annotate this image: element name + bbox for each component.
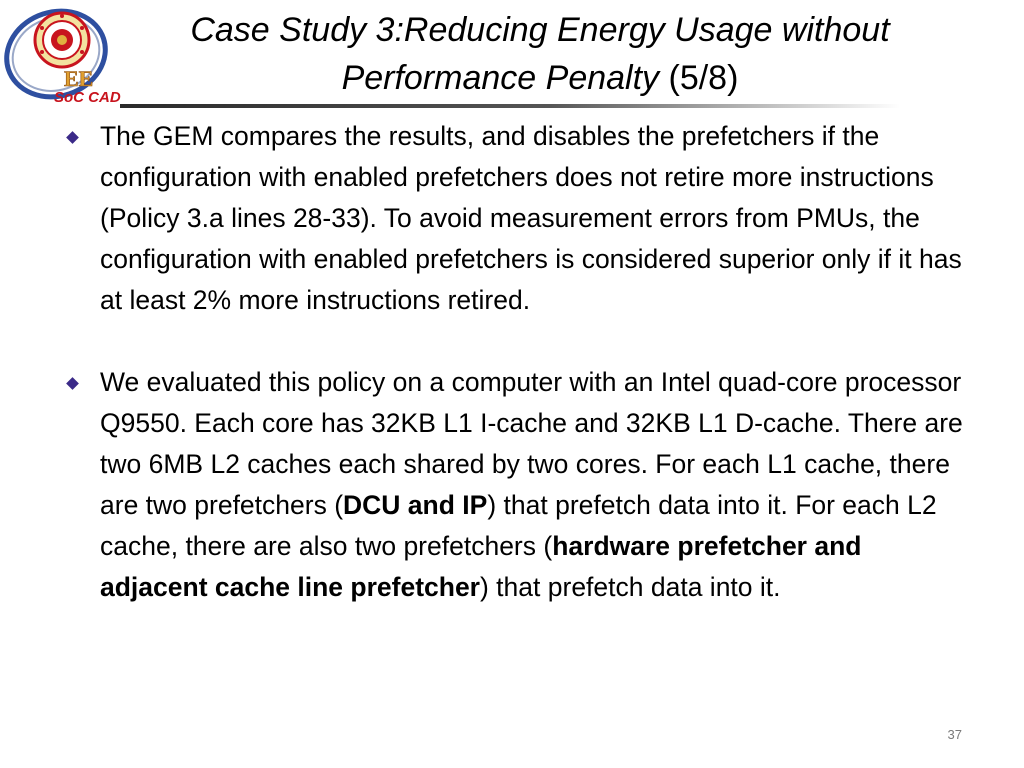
bullet-text: The GEM compares the results, and disables the prefetchers if the configuration with enabled prefetchers does not retire more instructions (Policy 3.a lines 28-33). To avoid measurement errors from PMUs, the configuration with enabled prefetchers is considered superior only if it has at least 2% more instructions retired.	[100, 121, 962, 315]
university-logo-icon	[4, 6, 124, 104]
bullet-text: ) that prefetch data into it. For each L2 cache, there are also two prefetchers (	[100, 490, 937, 561]
diamond-bullet-icon	[66, 377, 79, 390]
title-divider	[120, 104, 900, 108]
bullet-list	[60, 116, 970, 608]
slide-title-main: Case Study 3:Reducing Energy Usage without Performance Penalty	[190, 11, 890, 97]
bullet-text: We evaluated this policy on a computer with an Intel quad-core processor Q9550. Each core has 32KB L1 I-cache and 32KB L1 D-cache. There are two 6MB L2 caches each shared by two cores. For each L1 cache, there are two prefetchers (	[100, 367, 963, 520]
bullet-text: ) that prefetch data into it.	[480, 572, 781, 602]
bullet-text-bold: DCU and IP	[343, 490, 488, 520]
logo-ee-text: EE	[64, 66, 94, 91]
page-number: 37	[947, 727, 962, 742]
bullet-text-bold: hardware prefetcher and adjacent cache line prefetcher	[100, 531, 862, 602]
logo-soc-text: SoC CAD	[54, 89, 121, 104]
bullet-item	[60, 362, 970, 608]
bullet-item	[60, 116, 970, 321]
slide-title	[130, 6, 950, 102]
slide-title-suffix: (5/8)	[659, 59, 739, 97]
diamond-bullet-icon	[66, 131, 79, 144]
